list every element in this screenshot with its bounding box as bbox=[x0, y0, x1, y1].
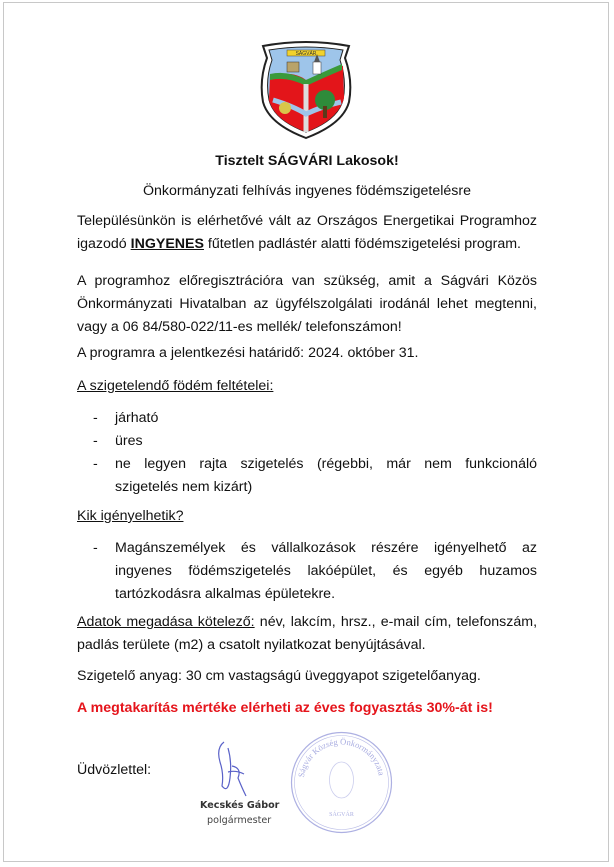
crest-banner: SÁGVÁR bbox=[295, 51, 317, 57]
greeting-heading: Tisztelt SÁGVÁRI Lakosok! bbox=[215, 153, 399, 169]
condition-item: - üres bbox=[77, 430, 537, 453]
savings-highlight: A megtakarítás mértéke elérheti az éves fogyasztás 30%-át is! bbox=[77, 700, 493, 716]
signer-name: Kecskés Gábor bbox=[200, 800, 280, 811]
registration-paragraph: A programhoz előregisztrációra van szükség, amit a Ságvári Közös Önkormányzati Hivatalban az ügyfélszolgálati irodánál lehet megtenni, vagy a 06 84/580-022/11-es mellék/ telefonszámon! bbox=[77, 273, 537, 335]
stamp-bottom-text: SÁGVÁR bbox=[329, 812, 354, 818]
deadline-paragraph: A programra a jelentkezési határidő: 2024. október 31. bbox=[77, 345, 419, 361]
intro-text-1: Településünkön is elérhetővé vált az Országos Energetikai Programhoz igazodó bbox=[77, 213, 537, 252]
eligibility-list bbox=[77, 537, 537, 606]
required-data-label: Adatok megadása kötelező: bbox=[77, 614, 255, 630]
eligibility-item: - Magánszemélyek és vállalkozások részére igényelhető az ingyenes födémszigetelés lakóépület, és egyéb huzamos tartózkodásra alkalmas épületekre. bbox=[77, 537, 537, 606]
condition-item: - ne legyen rajta szigetelés (régebbi, már nem funkcionáló szigetelés nem kizárt) bbox=[77, 453, 537, 499]
intro-emphasis: INGYENES bbox=[130, 236, 204, 252]
document-subtitle: Önkormányzati felhívás ingyenes födémszigetelésre bbox=[142, 183, 472, 199]
required-data-text: név, lakcím, hrsz., e-mail cím, telefonszám, padlás területe (m2) a csatolt nyilatkozat benyújtásával. bbox=[77, 614, 538, 653]
closing-salutation: Üdvözlettel: bbox=[77, 762, 152, 778]
intro-text-2: fűtetlen padlástér alatti födémszigetelési program. bbox=[203, 236, 521, 252]
svg-text:Ságvár Község Önkormányzata bbox=[296, 736, 387, 778]
signer-title: polgármester bbox=[207, 815, 272, 826]
conditions-heading: A szigetelendő födém feltételei: bbox=[77, 378, 274, 394]
signature-icon bbox=[198, 738, 268, 800]
material-paragraph: Szigetelő anyag: 30 cm vastagságú üveggyapot szigetelőanyag. bbox=[77, 668, 481, 684]
required-data-paragraph bbox=[77, 611, 537, 657]
official-stamp-icon bbox=[289, 730, 394, 835]
conditions-list bbox=[77, 407, 537, 499]
intro-paragraph bbox=[77, 210, 537, 256]
eligibility-heading: Kik igényelhetik? bbox=[77, 508, 184, 524]
stamp-ring-text: Ságvár Község Önkormányzata bbox=[295, 736, 387, 779]
coat-of-arms-icon bbox=[253, 40, 359, 140]
condition-item: - járható bbox=[77, 407, 537, 430]
